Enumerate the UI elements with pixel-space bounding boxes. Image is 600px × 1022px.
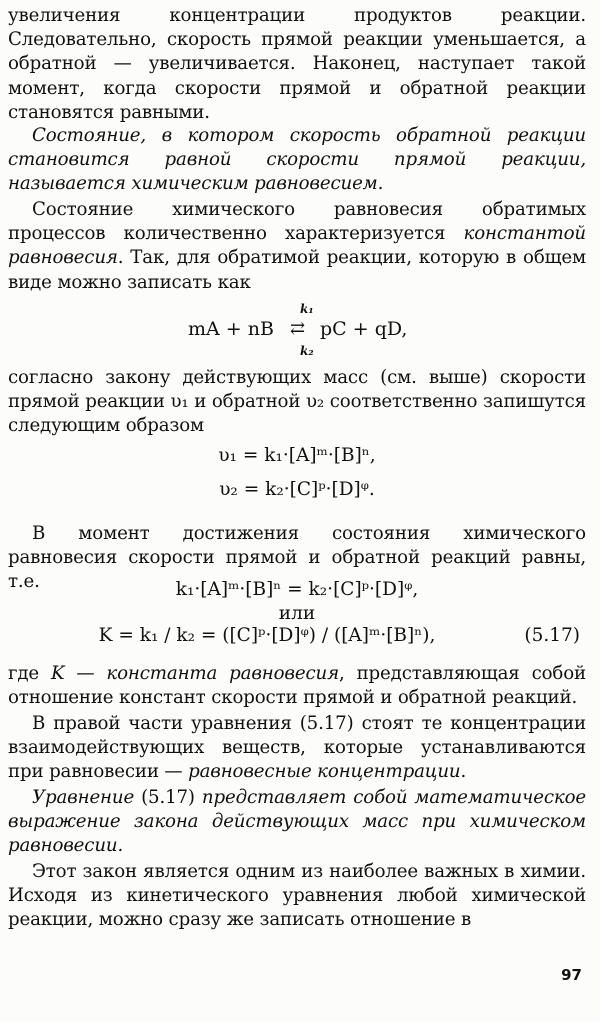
paragraph-4: согласно закону действующих масс (см. выше) скорости прямой реакции υ₁ и обратной υ₂ соответственно запишутся следующим образом [8,367,586,437]
paragraph-7-text-a: В правой части уравнения (5.17) стоят те концентрации взаимодействующих веществ, которые устанавливаются при равновесии — [8,713,586,783]
paragraph-8-text-a: Уравнение [32,787,135,808]
paragraph-5: В момент достижения состояния химического равновесия скорости прямой и обратной реакций равны, т.е. [8,523,586,593]
equilibrium-arrows-icon: ⇄ [290,318,306,339]
paragraph-3-text-a: Состояние химического равновесия обратимых процессов количественно характеризуется [8,199,586,245]
equation-K [8,624,586,662]
paragraph-3-text-b: . Так, для обратимой реакции, которую в общем виде можно записать как [8,247,586,293]
paragraph-8 [8,786,586,860]
equation-v2: υ₂ = k₂·[C]ᵖ·[D]ᵠ. [219,479,375,500]
paragraph-3 [8,198,586,294]
equation-reference: (5.17) [134,787,202,808]
reaction-equation [8,296,586,362]
paragraph-7-text-b: . [460,761,467,783]
equation-v1: υ₁ = k₁·[A]ᵐ·[B]ⁿ, [218,445,376,466]
rate-constant-k2: k₂ [300,344,314,358]
reversible-arrows [290,296,316,362]
equation-equal-rates: k₁·[A]ᵐ·[B]ⁿ = k₂·[C]ᵖ·[D]ᵠ, [175,579,419,600]
equation-K-text: K = k₁ / k₂ = ([C]ᵖ·[D]ᵠ) / ([A]ᵐ·[B]ⁿ), [98,625,436,646]
paragraph-6-text-b: , представляющая собой отношение констант скорости прямой и обратной реакций. [8,663,586,709]
paragraph-1: увеличения концентрации продуктов реакции. Следовательно, скорость прямой реакции уменьшается, а обратной — увеличивается. Наконец, наступает такой момент, когда скорости прямой и обратной реакции становятся равными. [8,5,586,123]
page-content [8,4,586,934]
rate-constant-k1: k₁ [300,302,314,316]
reaction-rhs: pC + qD, [320,318,408,340]
paragraph-6 [8,662,586,712]
term-K-definition: K — константа равновесия [51,663,339,684]
reaction-lhs: mA + nB [188,318,274,340]
paragraph-6-text-a: где [8,663,52,684]
paragraph-7 [8,712,586,786]
page-number: 97 [561,966,582,984]
term-equilibrium-concentrations: равновесные концентрации [188,761,461,783]
paragraph-9: Этот закон является одним из наиболее важных в химии. Исходя из кинетического уравнения любой химической реакции, можно сразу же записать отношение в [8,861,586,931]
term-equilibrium-constant: константой равновесия [8,223,586,269]
equation-or: или [278,603,316,624]
equation-number: (5.17) [524,625,580,646]
definition-equilibrium: Состояние, в котором скорость обратной реакции становится равной скорости прямой реакции, называется химическим равновесием. [8,125,586,195]
paragraph-8-text-b: представляет собой математическое выражение закона действующих масс при химическом равновесии. [8,787,586,857]
